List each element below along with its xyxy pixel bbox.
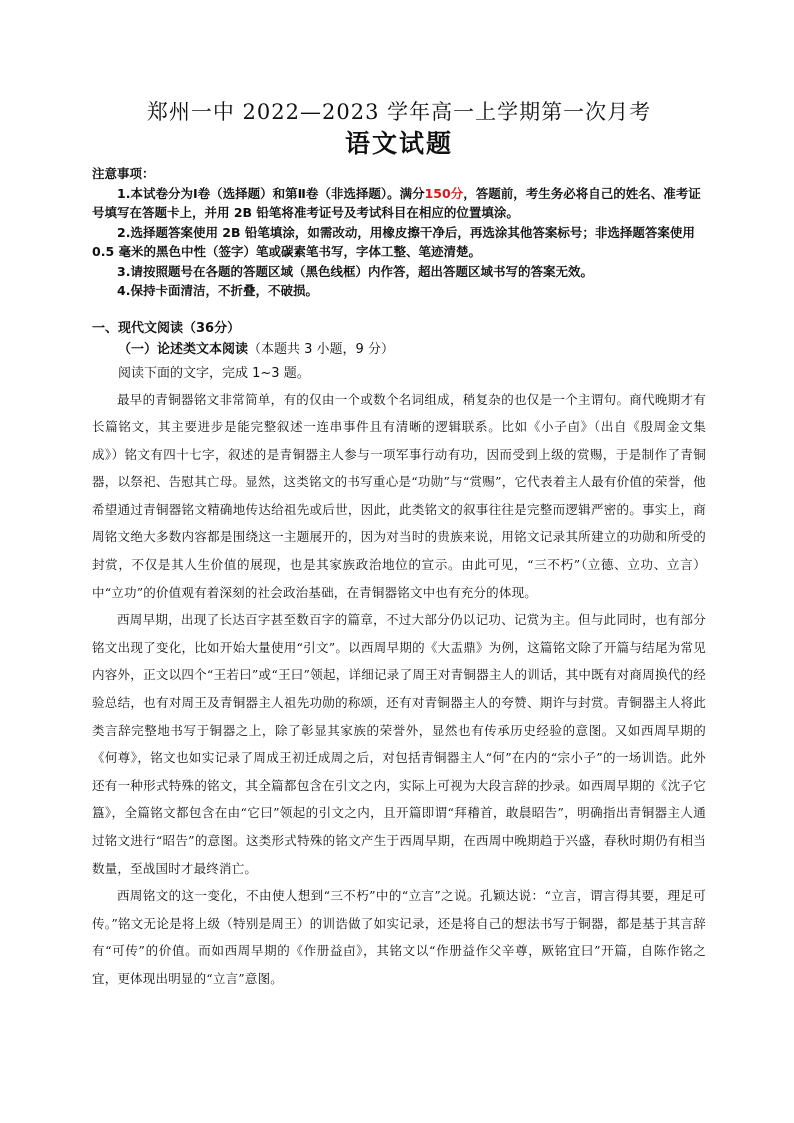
section-title: 一、现代文阅读（36分） — [92, 320, 241, 336]
subsection-detail: （本题共 3 小题，9 分） — [248, 341, 394, 357]
notice-item-2: 2.选择题答案使用 2B 铅笔填涂，如需改动，用橡皮擦干净后，再选涂其他答案标号；非选择题答案使用 0.5 毫米的黑色中性（签字）笔或碳素笔书写，字体工整、笔迹清楚。 — [92, 224, 695, 259]
notice-item-1-text: 1.本试卷分为Ⅰ卷（选择题）和第Ⅱ卷（非选择题）。满分 — [117, 185, 425, 201]
notice-item-4: 4.保持卡面清洁，不折叠，不破损。 — [117, 283, 318, 298]
subsection-title — [92, 339, 706, 360]
passage-paragraph: 最早的青铜器铭文非常简单，有的仅由一个或数个名词组成，稍复杂的也仅是一个主谓句。商代晚期才有长篇铭文，其主要进步是能完整叙述一连串事件且有清晰的逻辑联系。比如《小子卣》（出自《殷周金文集成》）铭文有四十七字，叙述的是青铜器主人参与一项军事行动有功，因而受到上级的赏赐，于是制作了青铜器，以祭祀、告慰其亡母。显然，这类铭文的书写重心是“功勋”与“赏赐”，它代表着主人最有价值的荣誉，他希望通过青铜器铭文精确地传达给祖先或后世，因此，此类铭文的叙事往往是完整而逻辑严密的。事实上，商周铭文绝大多数内容都是围绕这一主题展开的，因为对当时的贵族来说，用铭文记录其所建立的功勋和所受的封赏，不仅是其人生价值的展现，也是其家族政治地位的宣示。由此可见，“三不朽”（立德、立功、立言）中“立功”的价值观有着深刻的社会政治基础，在青铜器铭文中也有充分的体现。 — [92, 391, 706, 600]
notice-item-3: 3.请按照题号在各题的答题区域（黑色线框）内作答，超出答题区域书写的答案无效。 — [117, 263, 593, 279]
reading-instruction: 阅读下面的文字，完成 1~3 题。 — [118, 365, 310, 381]
total-score: 150分 — [424, 185, 464, 201]
subsection-name: （一）论述类文本阅读 — [118, 341, 249, 357]
notice-block — [92, 164, 706, 301]
notice-item-1 — [92, 184, 706, 223]
notice-item-1-text-cont: ，答题前，考生务必将自己的姓名、准考证号填写在答题卡上，并用 2B 铅笔将准考证号及考试科目在相应的位置填涂。 — [92, 185, 701, 220]
exam-title: 郑州一中 2022—2023 学年高一上学期第一次月考 — [146, 100, 652, 124]
passage-paragraph: 西周铭文的这一变化，不由使人想到“三不朽”中的“立言”之说。孔颖达说：“立言，谓言得其要，理足可传。”铭文无论是将上级（特别是周王）的训诰做了如实记录，还是将自己的想法书写于铜器，都是基于其言辞有“可传”的价值。而如西周早期的《作册益卣》，其铭文以“作册益作父辛尊，厥铭宜曰”开篇，自陈作铭之宜，更体现出明显的“立言”意图。 — [92, 888, 706, 986]
passage-paragraph: 西周早期，出现了长达百字甚至数百字的篇章，不过大部分仍以记功、记赏为主。但与此同时，也有部分铭文出现了变化，比如开始大量使用“引文”。以西周早期的《大盂鼎》为例，这篇铭文除了开篇与结尾为常见内容外，正文以四个“王若曰”或“王曰”领起，详细记录了周王对青铜器主人的训话，其中既有对商周换代的经验总结，也有对周王及青铜器主人祖先功勋的称颂，还有对青铜器主人的夸赞、期许与封赏。青铜器主人将此类言辞完整地书写于铜器之上，除了彰显其家族的荣誉外，显然也有传承历史经验的意图。又如西周早期的《何尊》，铭文也如实记录了周成王初迁成周之后，对包括青铜器主人“何”在内的“宗小子”的一场训诰。此外还有一种形式特殊的铭文，其全篇都包含在引文之内，实际上可视为大段言辞的抄录。如西周早期的《沈子它簋》，全篇铭文都包含在由“它曰”领起的引文之内，且开篇即谓“拜稽首，敢䢅昭告”，明确指出青铜器主人通过铭文进行“昭告”的意图。这类形式特殊的铭文产生于西周早期，在西周中晚期趋于兴盛，春秋时期仍有相当数量，至战国时才最终消亡。 — [92, 612, 706, 876]
notice-heading: 注意事项： — [92, 166, 155, 181]
passage — [92, 386, 706, 993]
subject-title: 语文试题 — [344, 129, 453, 158]
